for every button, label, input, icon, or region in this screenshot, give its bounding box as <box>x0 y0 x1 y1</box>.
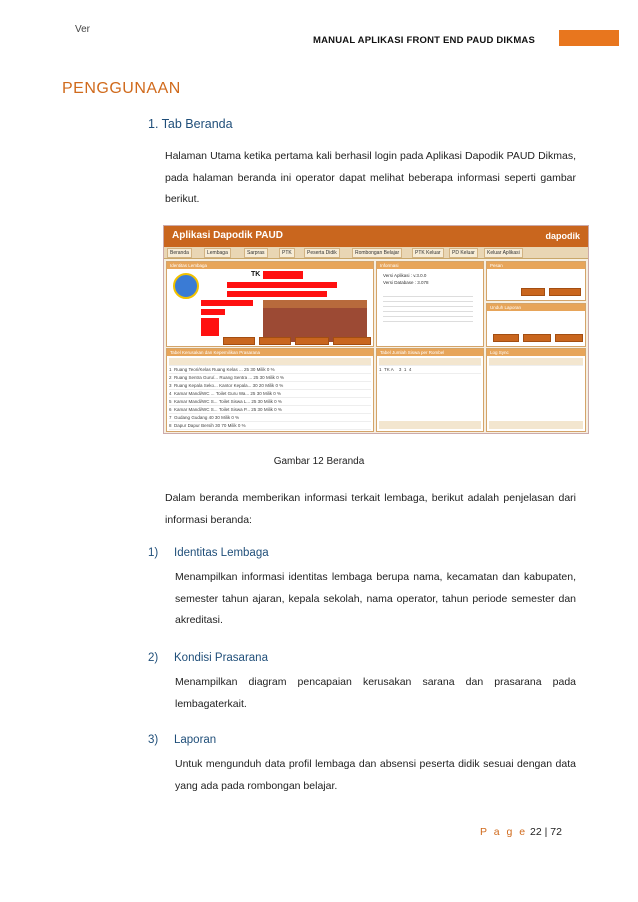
tut-wuri-logo <box>173 273 199 299</box>
pengguna-button <box>333 337 371 345</box>
table-header-row <box>489 358 583 366</box>
cell: Milik <box>263 407 273 412</box>
cell: Milik <box>263 399 273 404</box>
app-titlebar <box>164 226 588 247</box>
cell: Milik <box>221 415 231 420</box>
cell: Gudang <box>174 415 191 420</box>
cell: 30 <box>214 415 220 420</box>
section-title: PENGGUNAAN <box>62 80 181 97</box>
menu-item-ptk: PTK <box>279 248 295 258</box>
info-version: Versi Aplikasi : v.3.0.0 <box>383 273 427 278</box>
cell: 30 <box>259 375 265 380</box>
menu-item-peserta-didik: Peserta Didik <box>304 248 340 258</box>
table-row <box>169 406 371 414</box>
item-title: Laporan <box>174 734 217 746</box>
beranda-screenshot <box>163 225 589 434</box>
cell: 7 <box>169 415 172 420</box>
panel-header: Pesan <box>487 262 585 269</box>
cell: 6 <box>169 407 172 412</box>
cell: Ruang Teori/Kelas <box>174 367 211 372</box>
menu-item-beranda: Beranda <box>167 248 192 258</box>
redacted-status <box>201 318 219 336</box>
identitas-panel <box>166 261 374 347</box>
dapodik-logo: dapodik <box>545 231 580 241</box>
panel-header: Tabel Kerusakan dan Kepemilikan Prasarana <box>167 349 373 356</box>
item-text-identitas: Menampilkan informasi identitas lembaga berupa nama, kecamatan dan kabupaten, semester tahun ajaran, kepala sekolah, nama operator, tahun periode semester dan akreditasi. <box>175 571 576 626</box>
cell: 30 <box>252 383 258 388</box>
unduh-button-1 <box>493 334 519 342</box>
cell: 30 <box>215 423 221 428</box>
intro-paragraph: Halaman Utama ketika pertama kali berhasil login pada Aplikasi Dapodik PAUD Dikmas, pada halaman beranda ini operator dapat melihat beberapa informasi seperti gambar berikut. <box>165 150 576 205</box>
menu-item-sarpras: Sarpras <box>244 248 268 258</box>
cell: 2 <box>169 375 172 380</box>
cell: 30 <box>257 399 263 404</box>
pesan-panel <box>486 261 586 301</box>
cell: 25 <box>250 391 256 396</box>
school-label: TK <box>251 271 261 278</box>
cell: 1 <box>169 367 172 372</box>
cek-button <box>259 337 291 345</box>
redacted-operator <box>201 309 225 315</box>
cell: 8 <box>169 423 172 428</box>
menu-item-rombel: Rombongan Belajar <box>352 248 402 258</box>
daftar-button <box>295 337 329 345</box>
cell: Kamar Mandi/WC ... <box>174 391 215 396</box>
cell: 0 % <box>274 399 282 404</box>
item-text-prasarana: Menampilkan diagram pencapaian kerusakan sarana dan prasarana pada lembagaterkait. <box>175 676 576 710</box>
cell: 25 <box>251 399 257 404</box>
cell: 0 % <box>237 423 246 428</box>
cell: Ruang Kelas ... <box>212 367 243 372</box>
redacted-kepala <box>201 300 253 306</box>
app-title: Aplikasi Dapodik PAUD <box>172 230 283 241</box>
page-footer <box>480 826 562 838</box>
cell: Toilet Siswa P... <box>218 407 250 412</box>
menu-item-ptk-keluar: PTK Keluar <box>412 248 444 258</box>
table-row <box>169 398 371 406</box>
pager <box>379 421 481 429</box>
cell: Ruang Sentra Guru/... <box>174 375 219 380</box>
item-text-laporan: Untuk mengunduh data profil lembaga dan absensi peserta didik sesuai dengan data yang ada pada rombongan belajar. <box>175 758 576 792</box>
log-panel <box>486 348 586 432</box>
cell: Milik <box>227 423 237 428</box>
item-heading-prasarana <box>148 652 268 664</box>
cell: 1 <box>379 367 382 372</box>
pesan-button <box>521 288 545 296</box>
panel-header: Informasi <box>377 262 483 269</box>
cell: Ruang Sentra ... <box>219 375 253 380</box>
cell: 0 % <box>274 407 282 412</box>
redacted-address-2 <box>227 291 327 297</box>
table-header-row <box>379 358 481 366</box>
cell: Gudang <box>191 415 208 420</box>
informasi-panel <box>376 261 484 347</box>
cell: 3 <box>169 383 172 388</box>
cell: Milik <box>265 383 275 388</box>
menu-item-keluar: Keluar Aplikasi <box>484 248 523 258</box>
cell: 0 % <box>266 367 275 372</box>
cell: Kamar Mandi/WC S... <box>174 399 218 404</box>
redacted-name <box>263 271 303 279</box>
cell: 3 <box>398 367 402 372</box>
info-text-lines <box>383 292 473 322</box>
pager <box>489 421 583 429</box>
cell: Dapur <box>174 423 187 428</box>
cell: Toilet Guru Wa... <box>215 391 250 396</box>
info-database: Versi Database : 3.078 <box>383 280 429 285</box>
table-row <box>169 414 371 422</box>
cell: Milik <box>262 391 272 396</box>
item-title: Identitas Lembaga <box>174 547 269 559</box>
item-number: 1) <box>148 547 159 559</box>
menu-item-pd-keluar: PD Keluar <box>449 248 478 258</box>
menu-item-lembaga: Lembaga <box>204 248 231 258</box>
item-number: 3) <box>148 734 159 746</box>
cell: 30 <box>257 407 263 412</box>
cell: 25 <box>251 407 257 412</box>
panel-header: Identitas Lembaga <box>167 262 373 269</box>
cell: 5 <box>169 399 172 404</box>
cell: 0 % <box>276 375 284 380</box>
cell: 0 % <box>273 391 282 396</box>
cell: 0 % <box>275 383 284 388</box>
pesan-button-2 <box>549 288 581 296</box>
subsection-title: 1. Tab Beranda <box>148 117 233 131</box>
table-row <box>169 382 371 390</box>
panel-header: Log Sync <box>487 349 585 356</box>
figure-caption: Gambar 12 Beranda <box>273 456 365 467</box>
cell: 30 <box>256 391 262 396</box>
cell: 30 <box>250 367 256 372</box>
cell: 4 <box>169 391 172 396</box>
description-paragraph: Dalam beranda memberikan informasi terkait lembaga, berikut adalah penjelasan dari informasi beranda: <box>165 492 576 526</box>
table-header-row <box>169 358 371 366</box>
cell: 4 <box>408 367 412 372</box>
table-row <box>169 366 371 374</box>
cell: 40 <box>208 415 214 420</box>
panel-header: Unduh Laporan <box>487 304 585 311</box>
cell: 0 % <box>231 415 240 420</box>
unduh-button-3 <box>555 334 583 342</box>
table-row <box>169 374 371 382</box>
item-title: Kondisi Prasarana <box>174 652 268 664</box>
cell: Kantor Kepala... <box>219 383 252 388</box>
prasarana-panel <box>166 348 374 432</box>
cell: Kamar Mandi/WC S... <box>174 407 218 412</box>
cell: Dapur Bersih <box>187 423 214 428</box>
cell: 1 <box>403 367 407 372</box>
table-row <box>169 390 371 398</box>
rombel-panel <box>376 348 484 432</box>
unduh-panel <box>486 303 586 347</box>
cell: 25 <box>253 375 259 380</box>
unggah-button <box>223 337 255 345</box>
version-label: Ver <box>75 24 91 35</box>
page-word: P a g e <box>480 826 528 838</box>
cell: 20 <box>258 383 264 388</box>
table-row <box>169 422 371 430</box>
cell: Toilet Siswa L... <box>218 399 251 404</box>
cell: Milik <box>256 367 266 372</box>
table-row <box>379 366 481 374</box>
page-number: 22 | 72 <box>530 826 562 838</box>
cell: 70 <box>221 423 227 428</box>
item-number: 2) <box>148 652 159 664</box>
cell: Ruang Kepala Seko... <box>174 383 218 388</box>
redacted-address <box>227 282 337 288</box>
document-header-title: MANUAL APLIKASI FRONT END PAUD DIKMAS <box>313 35 536 46</box>
school-photo <box>263 300 367 342</box>
cell: Milik <box>265 375 275 380</box>
header-accent-bar <box>559 30 619 46</box>
unduh-button-2 <box>523 334 551 342</box>
panel-header: Tabel Jumlah Siswa per Rombel <box>377 349 483 356</box>
cell: 25 <box>244 367 250 372</box>
item-heading-laporan <box>148 734 216 746</box>
app-menu-bar <box>164 247 588 259</box>
item-heading-identitas <box>148 547 269 559</box>
cell: TK A <box>384 367 394 372</box>
